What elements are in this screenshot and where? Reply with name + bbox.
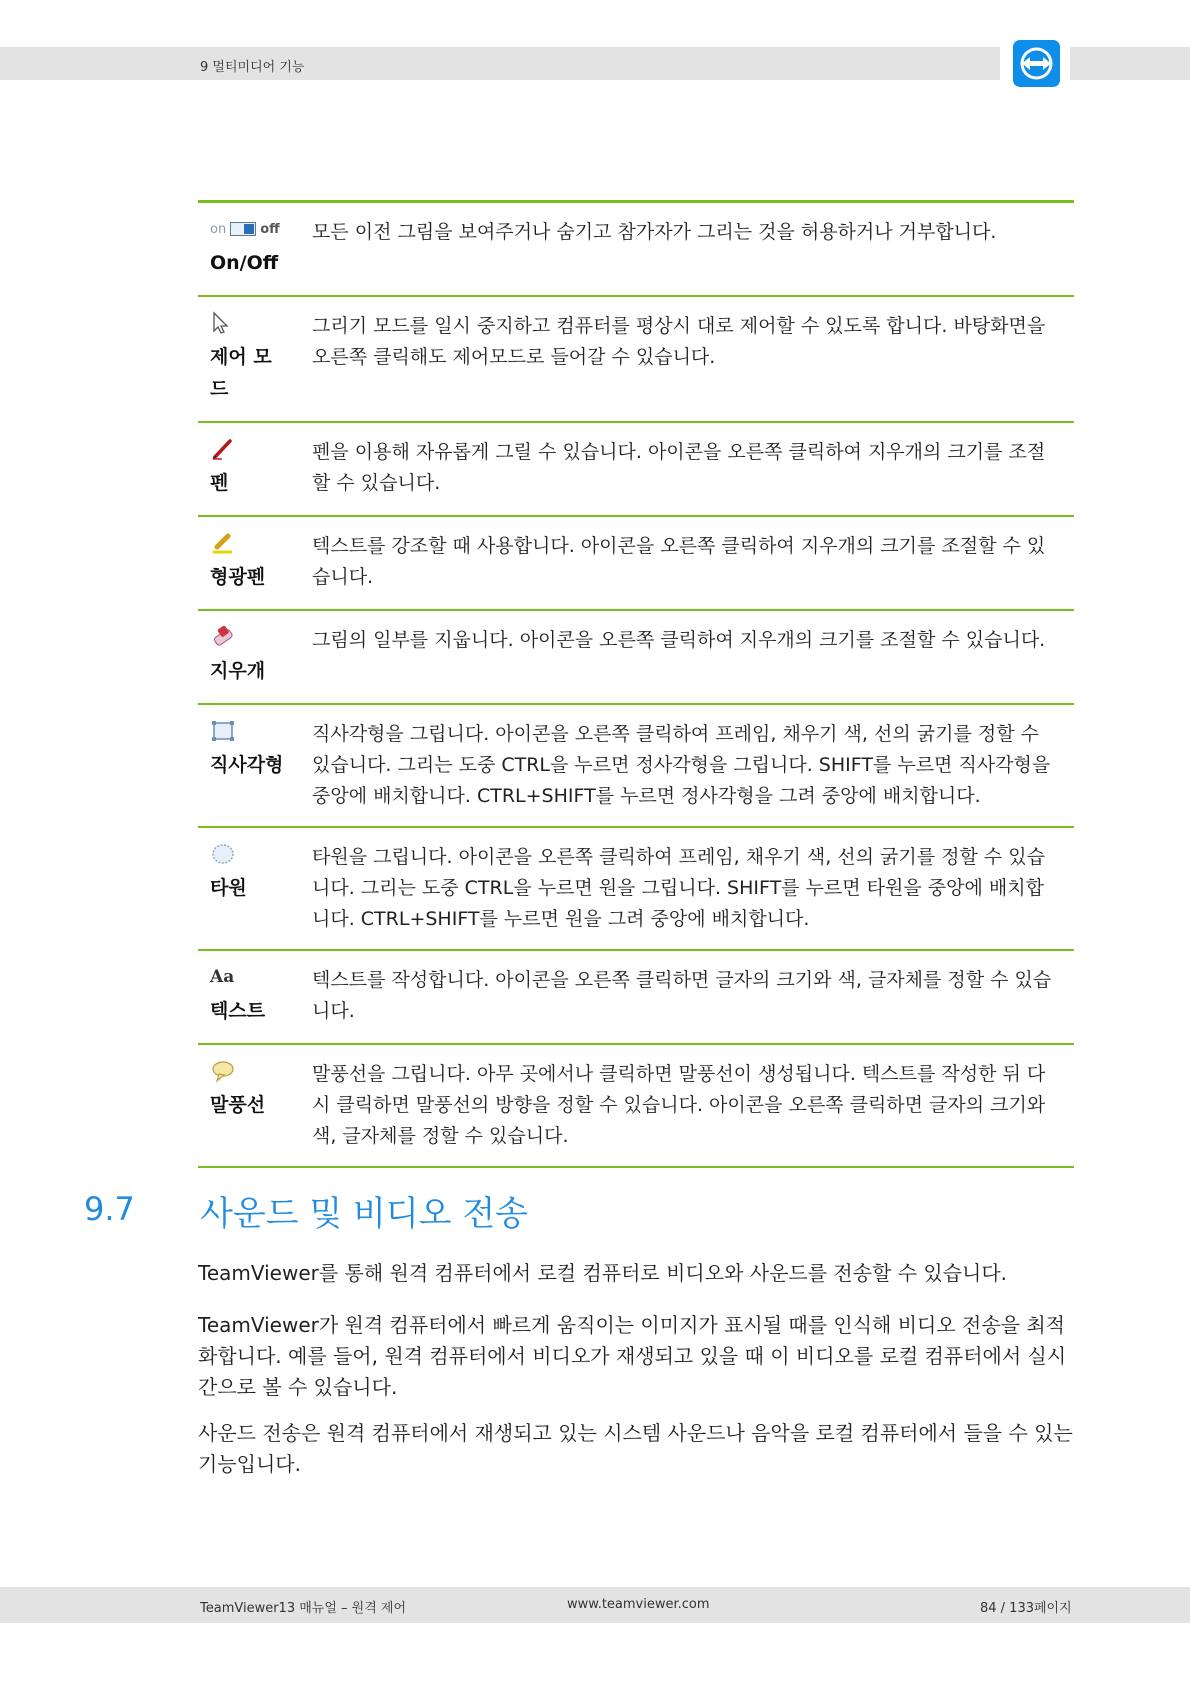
section-title: 사운드 및 비디오 전송 bbox=[200, 1194, 529, 1234]
feature-name: 지우개 bbox=[210, 660, 266, 682]
feature-description: 타원을 그립니다. 아이콘을 오른쪽 클릭하여 프레임, 채우기 색, 선의 굵기를 정할 수 있습니다. 그리는 도중 CTRL을 누르면 원을 그립니다. SHIFT를 누르면 타원을 중앙에 배치합니다. CTRL+SHIFT를 누르면 원을 그려 중앙에 배치합니다. bbox=[312, 846, 1045, 930]
highlighter-icon bbox=[210, 531, 236, 555]
table-row bbox=[198, 828, 1074, 951]
table-row bbox=[198, 951, 1074, 1045]
feature-name: 말풍선 bbox=[210, 1094, 266, 1116]
feature-name: 펜 bbox=[210, 472, 229, 494]
table-row bbox=[198, 705, 1074, 828]
feature-name: 타원 bbox=[210, 877, 247, 899]
footer-website-link[interactable]: www.teamviewer.com bbox=[567, 1597, 710, 1612]
feature-name: 직사각형 bbox=[210, 754, 284, 776]
feature-description: 그림의 일부를 지웁니다. 아이콘을 오른쪽 클릭하여 지우개의 크기를 조절할 수 있습니다. bbox=[312, 629, 1046, 651]
footer-manual-title: TeamViewer13 매뉴얼 – 원격 제어 bbox=[200, 1601, 407, 1616]
body-paragraph: TeamViewer가 원격 컴퓨터에서 빠르게 움직이는 이미지가 표시될 때를 인식해 비디오 전송을 최적화합니다. 예를 들어, 원격 컴퓨터에서 비디오가 재생되고 있을 때 이 비디오를 로컬 컴퓨터에서 실시간으로 볼 수 있습니다. bbox=[198, 1313, 1067, 1399]
table-row bbox=[198, 203, 1074, 297]
header-bar bbox=[0, 47, 1000, 80]
cursor-icon bbox=[210, 311, 236, 335]
table-row bbox=[198, 423, 1074, 517]
feature-description: 텍스트를 강조할 때 사용합니다. 아이콘을 오른쪽 클릭하여 지우개의 크기를 조절할 수 있습니다. bbox=[312, 535, 1046, 588]
text-icon: Aa bbox=[210, 967, 235, 987]
drawing-tools-table bbox=[198, 200, 1074, 1168]
feature-name: 형광펜 bbox=[210, 566, 266, 588]
feature-description: 텍스트를 작성합니다. 아이콘을 오른쪽 클릭하면 글자의 크기와 색, 글자체를 정할 수 있습니다. bbox=[312, 969, 1052, 1022]
body-paragraph: TeamViewer를 통해 원격 컴퓨터에서 로컬 컴퓨터로 비디오와 사운드를 전송할 수 있습니다. bbox=[198, 1261, 1008, 1285]
header-bar-right bbox=[1070, 47, 1190, 80]
feature-name: On/Off bbox=[210, 252, 279, 274]
footer-page-number: 84 / 133페이지 bbox=[980, 1601, 1072, 1616]
toggle-icon: on off bbox=[210, 221, 280, 237]
feature-description: 말풍선을 그립니다. 아무 곳에서나 클릭하면 말풍선이 생성됩니다. 텍스트를 작성한 뒤 다시 클릭하면 말풍선의 방향을 정할 수 있습니다. 아이콘을 오른쪽 클릭하면 글자의 크기와 색, 글자체를 정할 수 있습니다. bbox=[312, 1063, 1046, 1147]
feature-description: 직사각형을 그립니다. 아이콘을 오른쪽 클릭하여 프레임, 채우기 색, 선의 굵기를 정할 수 있습니다. 그리는 도중 CTRL을 누르면 정사각형을 그립니다. SHIFT를 누르면 직사각형을 중앙에 배치합니다. CTRL+SHIFT를 누르면 정사각형을 그려 중앙에 배치합니다. bbox=[312, 723, 1051, 807]
teamviewer-logo-icon bbox=[1013, 40, 1060, 87]
table-row bbox=[198, 517, 1074, 611]
feature-name: 제어 모드 bbox=[210, 346, 272, 400]
eraser-icon bbox=[210, 625, 236, 649]
header-chapter: 9 멀티미디어 기능 bbox=[200, 60, 305, 75]
feature-description: 그리기 모드를 일시 중지하고 컴퓨터를 평상시 대로 제어할 수 있도록 합니다. 바탕화면을 오른쪽 클릭해도 제어모드로 들어갈 수 있습니다. bbox=[312, 315, 1046, 368]
speech-bubble-icon bbox=[210, 1059, 236, 1083]
feature-name: 텍스트 bbox=[210, 1000, 266, 1022]
pen-icon bbox=[210, 437, 236, 461]
table-row bbox=[198, 1045, 1074, 1168]
table-row bbox=[198, 611, 1074, 705]
feature-description: 펜을 이용해 자유롭게 그릴 수 있습니다. 아이콘을 오른쪽 클릭하여 지우개의 크기를 조절할 수 있습니다. bbox=[312, 441, 1046, 494]
table-row bbox=[198, 297, 1074, 423]
body-paragraph: 사운드 전송은 원격 컴퓨터에서 재생되고 있는 시스템 사운드나 음악을 로컬 컴퓨터에서 들을 수 있는 기능입니다. bbox=[198, 1421, 1073, 1476]
section-number: 9.7 bbox=[84, 1190, 135, 1228]
ellipse-icon bbox=[210, 842, 236, 866]
feature-description: 모든 이전 그림을 보여주거나 숨기고 참가자가 그리는 것을 허용하거나 거부합니다. bbox=[312, 221, 997, 243]
rectangle-icon bbox=[210, 719, 236, 743]
